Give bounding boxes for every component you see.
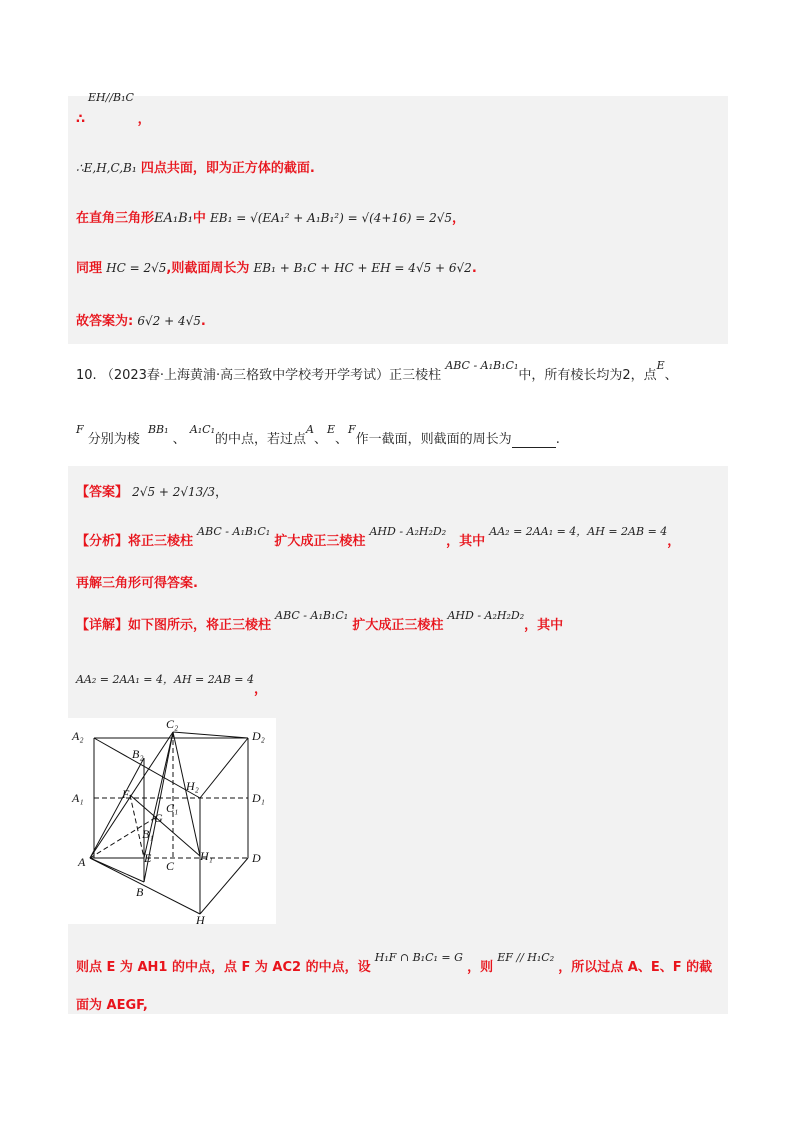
label-d2: D₂ xyxy=(252,729,265,743)
label-c1: C₁ xyxy=(166,801,179,815)
answer-line: 【答案】 2√5 + 2√13/3， xyxy=(76,485,228,500)
label-h2: H₂ xyxy=(186,779,199,793)
answer-blank xyxy=(512,435,556,448)
edge-a-h xyxy=(90,858,200,914)
conclusion-line-1: 则点 E 为 AH1 的中点，点 F 为 AC2 的中点，设 $^{H_1F \cap B_1C_1 = G}$ ，则 $^{EF // H_1C_2}$ ，所以过点 A、E、F 的截 xyxy=(76,951,713,975)
edge-a2-h2 xyxy=(94,738,200,798)
analysis-line-1: 【分析】将正三棱柱 $^{ABC - A_1B_1C_1}$ 扩大成正三棱柱 $^{AHD - A_2H_2D_2}$，其中 $^{AA_2 = 2AA_1 = 4,AH = 2AB = 4}$， xyxy=(76,525,681,549)
label-a1: A₁ xyxy=(72,791,84,805)
therefore-line: EH//B₁C xyxy=(88,91,134,104)
edge-h-d xyxy=(200,858,248,914)
line-c2-h1 xyxy=(173,732,200,856)
label-g: G xyxy=(154,811,163,825)
label-e: E xyxy=(144,851,152,865)
label-c2: C₂ xyxy=(166,718,179,731)
edge-h2-d2 xyxy=(200,738,248,798)
label-h1: H₁ xyxy=(200,849,213,863)
line-a-b2 xyxy=(90,758,144,858)
label-a: A xyxy=(78,855,86,869)
label-b: B xyxy=(136,885,144,899)
label-b1: B₁ xyxy=(142,827,154,841)
line-f-h1 xyxy=(130,795,200,856)
label-h: H xyxy=(196,913,205,924)
similarly-line: 同理 HC = 2√5,则截面周长为 EB₁ + B₁C + HC + EH = 4√5 + 6√2. xyxy=(76,261,477,276)
coplanar-line: ∴E,H,C,B₁ 四点共面，即为正方体的截面. xyxy=(76,161,315,176)
label-f: F xyxy=(122,787,130,801)
edge-a-b xyxy=(90,858,144,882)
conclusion-line-2: 面为 AEGF, xyxy=(76,998,148,1013)
edge-c2-d2 xyxy=(173,732,248,738)
question-line-2: $^F$ 分别为棱 $^{BB_1}$ 、 $^{A_1C_1}$的中点，若过点$^A$、$^E$、$^F$作一截面，则截面的周长为 . xyxy=(76,423,560,447)
final-answer-line: 故答案为: 6√2 + 4√5. xyxy=(76,314,206,329)
analysis-line-2: 再解三角形可得答案. xyxy=(76,576,198,591)
prism-diagram xyxy=(68,718,276,924)
label-d1: D₁ xyxy=(252,791,265,805)
label-d: D xyxy=(252,851,261,865)
question-line-1: 10. （2023春·上海黄浦·高三格致中学校考开学考试）正三棱柱 $^{ABC - A_1B_1C_1}$中，所有棱长均为2，点$^E$、 xyxy=(76,359,678,383)
label-b2: B₂ xyxy=(132,747,144,761)
detail-line-2: $^{AA_2 = 2AA_1 = 4,AH = 2AB = 4}$， xyxy=(76,673,268,697)
label-c: C xyxy=(166,859,175,873)
label-a2: A₂ xyxy=(72,729,84,743)
right-triangle-line: 在直角三角形EA₁B₁中 EB₁ = √(EA₁² + A₁B₁²) = √(4+16) = 2√5， xyxy=(76,211,466,226)
detail-line-1: 【详解】如下图所示，将正三棱柱 $^{ABC - A_1B_1C_1}$ 扩大成正三棱柱 $^{AHD - A_2H_2D_2}$，其中 xyxy=(76,609,564,633)
therefore-line-symbols: ∴ ， xyxy=(76,112,151,127)
